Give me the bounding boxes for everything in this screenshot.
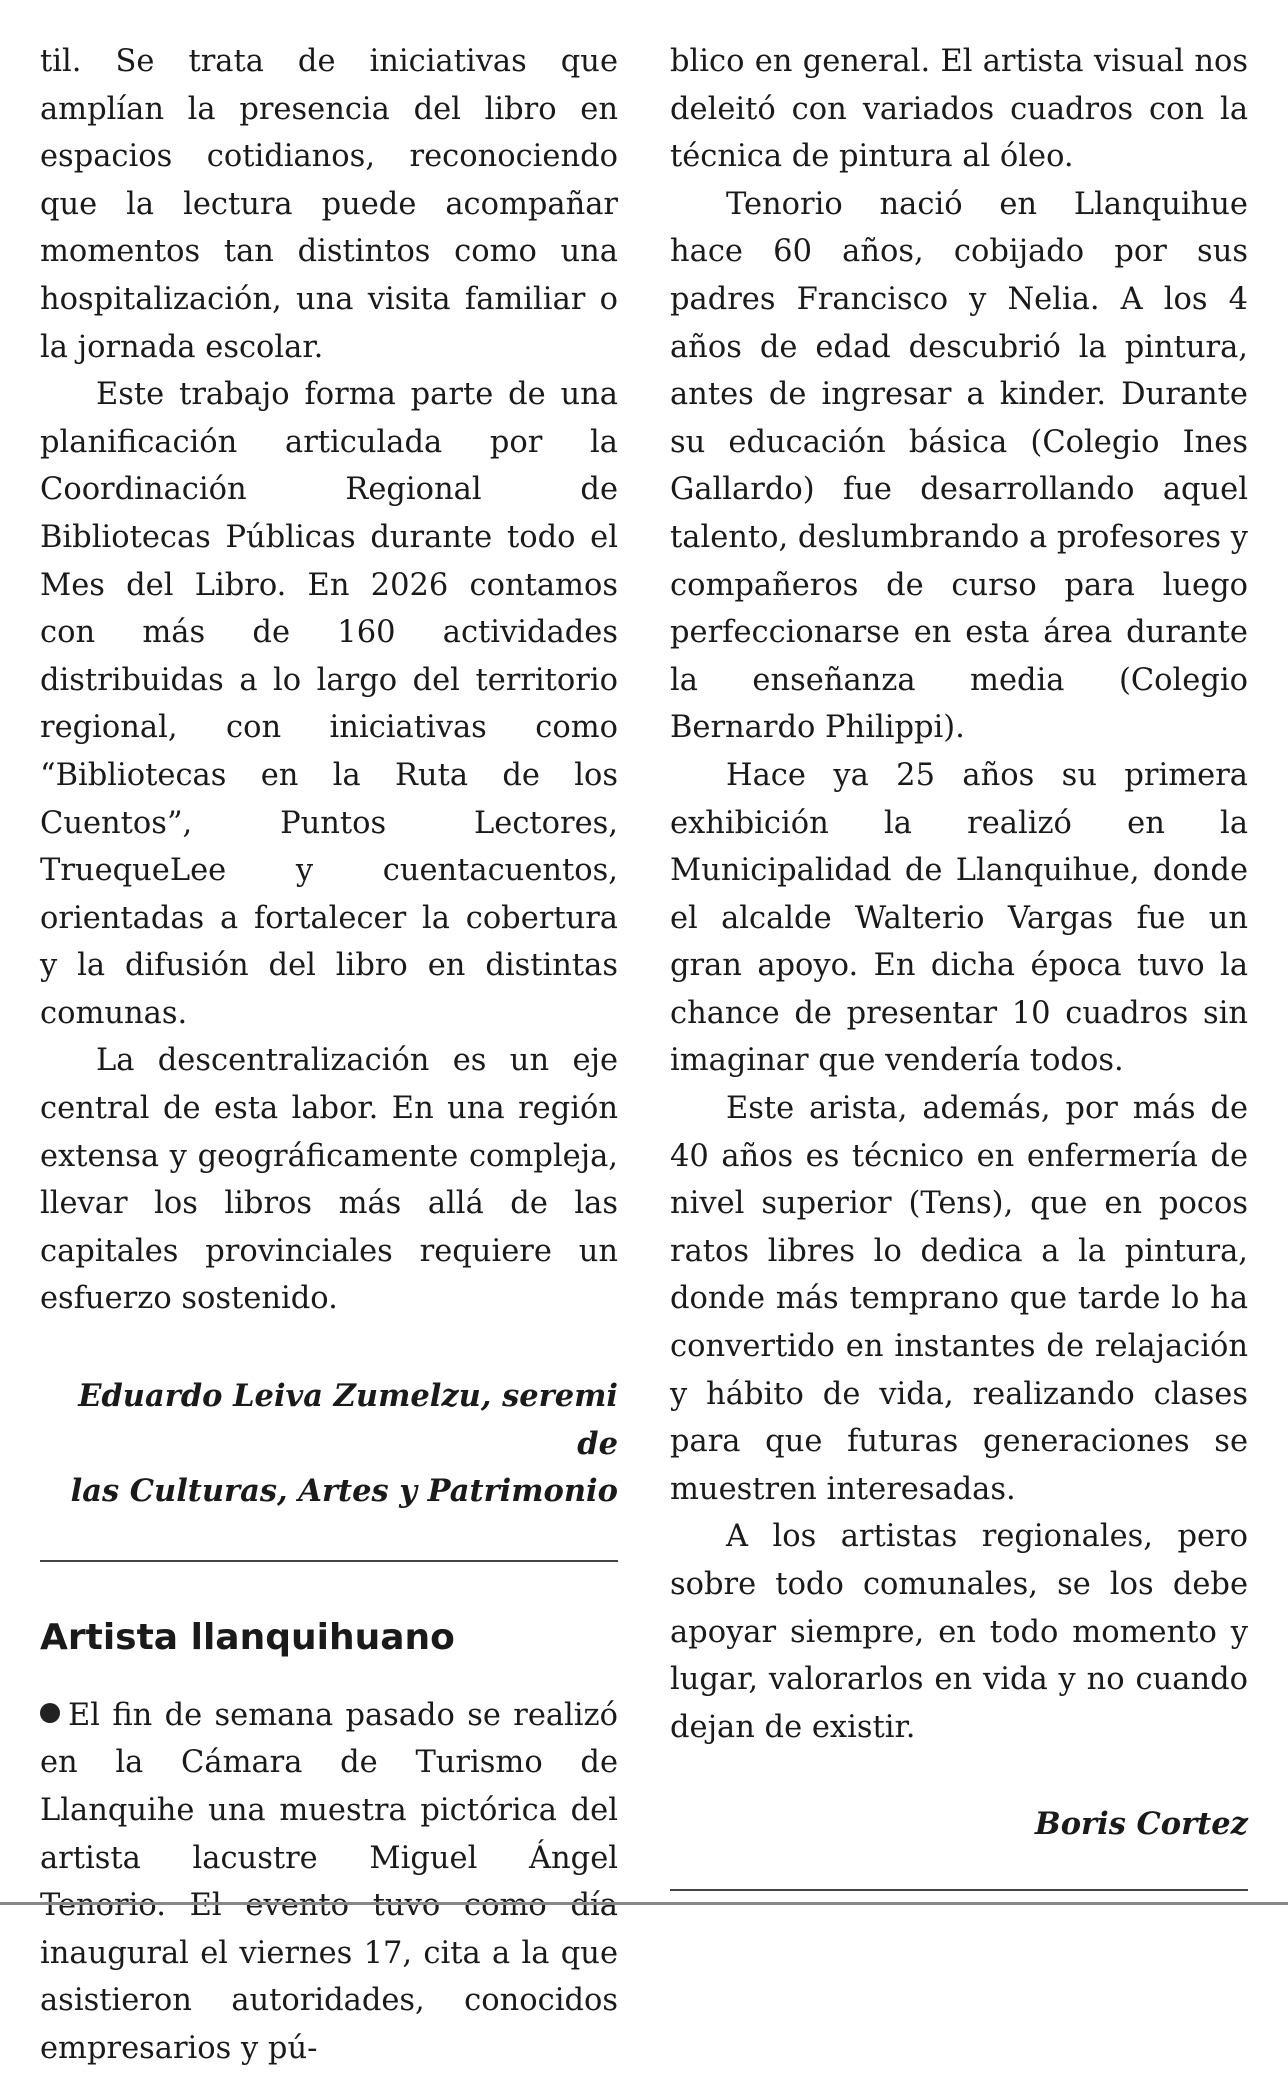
section-divider [40, 1560, 618, 1562]
page-bottom-rule [0, 1902, 1288, 1905]
paragraph: La descentralización es un eje central de esta labor. En una región extensa y geográficamente compleja, llevar los libros más allá de las capitales provinciales requiere un esfuerzo sostenido. [40, 1043, 618, 1317]
paragraph: blico en general. El artista visual nos deleitó con variados cuadros con la técnica de pintura al óleo. [670, 44, 1248, 175]
author-byline [40, 1373, 618, 1516]
author-byline: Boris Cortez [1034, 1806, 1248, 1843]
right-column [670, 38, 1248, 1891]
paragraph: Tenorio nació en Llanquihue hace 60 años, cobijado por sus padres Francisco y Nelia. A los 4 años de edad descubrió la pintura, antes de ingresar a kinder. Durante su educación básica (Colegio Ines Gallardo) fue desarrollando aquel talento, deslumbrando a profesores y compañeros de curso para luego perfeccionarse en esta área durante la enseñanza media (Colegio Bernardo Philippi). [670, 186, 1248, 746]
bullet-icon [40, 1703, 60, 1723]
paragraph-text: El fin de semana pasado se realizó en la Cámara de Turismo de Llanquihe una muestra pictórica del artista lacustre Miguel Ángel Tenorio. El evento tuvo como día inaugural el viernes 17, cita a la que asistieron autoridades, conocidos empresarios y pú- [40, 1697, 618, 2066]
lead-paragraph [40, 1692, 618, 2073]
section-heading: Artista llanquihuano [40, 1616, 455, 1658]
paragraph: Este trabajo forma parte de una planificación articulada por la Coordinación Regional de Bibliotecas Públicas durante todo el Mes del Libro. En 2026 contamos con más de 160 actividades distribuidas a lo largo del territorio regional, con iniciativas como “Bibliotecas en la Ruta de los Cuentos”, Puntos Lectores, TruequeLee y cuentacuentos, orientadas a fortalecer la cobertura y la difusión del libro en distintas comunas. [40, 377, 618, 1031]
paragraph: Hace ya 25 años su primera exhibición la realizó en la Municipalidad de Llanquihue, donde el alcalde Walterio Vargas fue un gran apoyo. En dicha época tuvo la chance de presentar 10 cuadros sin imaginar que vendería todos. [670, 757, 1248, 1079]
byline-line: las Culturas, Artes y Patrimonio [70, 1473, 618, 1510]
paragraph: til. Se trata de iniciativas que amplían la presencia del libro en espacios cotidianos, reconociendo que la lectura puede acompañar momentos tan distintos como una hospitalización, una visita familiar o la jornada escolar. [40, 44, 618, 365]
left-column [40, 38, 618, 2073]
paragraph: A los artistas regionales, pero sobre todo comunales, se los debe apoyar siempre, en todo momento y lugar, valorarlos en vida y no cuando dejan de existir. [670, 1519, 1248, 1745]
end-rule [670, 1889, 1248, 1891]
byline-line: Eduardo Leiva Zumelzu, seremi de [78, 1378, 618, 1462]
paragraph: Este arista, además, por más de 40 años es técnico en enfermería de nivel superior (Tens), que en pocos ratos libres lo dedica a la pintura, donde más temprano que tarde lo ha convertido en instantes de relajación y hábito de vida, realizando clases para que futuras generaciones se muestren interesadas. [670, 1091, 1248, 1507]
